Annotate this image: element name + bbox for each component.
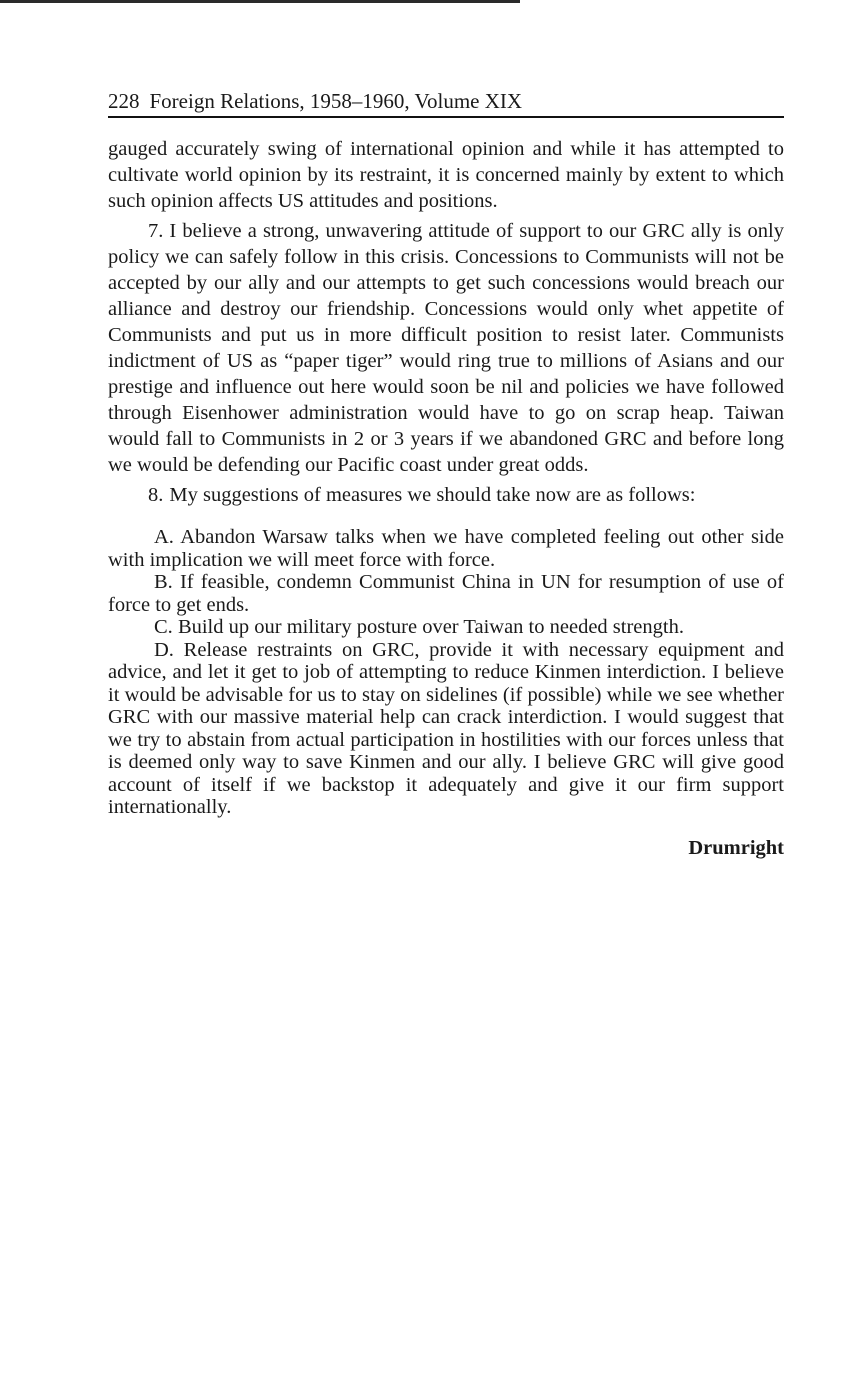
measure-d: [108, 639, 784, 819]
paragraph-text: gauged accurately swing of international opinion and while it has attempted to cultivate world opinion by its restraint, it is concerned mainly by extent to which such opinion affects US attitudes and positions.: [108, 138, 784, 212]
scan-edge: [0, 0, 520, 3]
measure-a: [108, 526, 784, 571]
body-text: [108, 136, 784, 861]
measure-text: If feasible, condemn Communist China in UN for resumption of use of force to get ends.: [108, 571, 784, 616]
running-head: [108, 88, 784, 118]
measure-text: Build up our military posture over Taiwan to needed strength.: [177, 616, 684, 638]
paragraph-continuation: [108, 136, 784, 214]
measure-text: Abandon Warsaw talks when we have completed feeling out other side with implication we will meet force with force.: [108, 526, 784, 571]
paragraph-text: My suggestions of measures we should take now are as follows:: [169, 484, 696, 506]
measure-letter: D.: [154, 638, 174, 661]
measure-letter: C.: [154, 616, 173, 638]
paragraph-8: [108, 482, 784, 508]
page-number: 228: [108, 89, 140, 113]
measure-letter: B.: [154, 571, 173, 593]
paragraph-number: 7.: [148, 220, 164, 242]
paragraph-text: I believe a strong, unwavering attitude of support to our GRC ally is only policy we can safely follow in this crisis. Concessions to Communists will not be accepted by our ally and our attempts to get such concessions would breach our alliance and destroy our friendship. Concessions would only whet appetite of Communists and put us in more difficult position to resist later. Communists indictment of US as “paper tiger” would ring true to millions of Asians and our prestige and influence out here would soon be nil and policies we have followed through Eisenhower administration would have to go on scrap heap. Taiwan would fall to Communists in 2 or 3 years if we abandoned GRC and before long we would be defending our Pacific coast under great odds.: [108, 220, 784, 476]
measures-list: [108, 526, 784, 819]
volume-title: Foreign Relations, 1958–1960, Volume XIX: [149, 89, 523, 113]
measure-letter: A.: [154, 526, 174, 548]
measure-text: Release restraints on GRC, provide it with necessary equipment and advice, and let it get to job of attempting to reduce Kinmen interdiction. I believe it would be advisable for us to stay on sidelines (if possible) while we see whether GRC with our massive material help can crack interdiction. I would suggest that we try to abstain from actual participation in hostilities with our forces unless that is deemed only way to save Kinmen and our ally. I believe GRC will give good account of itself if we backstop it adequately and give it our firm support internationally.: [108, 638, 784, 818]
measure-b: [108, 571, 784, 616]
signature: Drumright: [688, 836, 784, 859]
paragraph-7: [108, 218, 784, 478]
paragraph-number: 8.: [148, 484, 164, 506]
measure-c: [108, 616, 784, 639]
document-page: [108, 88, 784, 861]
